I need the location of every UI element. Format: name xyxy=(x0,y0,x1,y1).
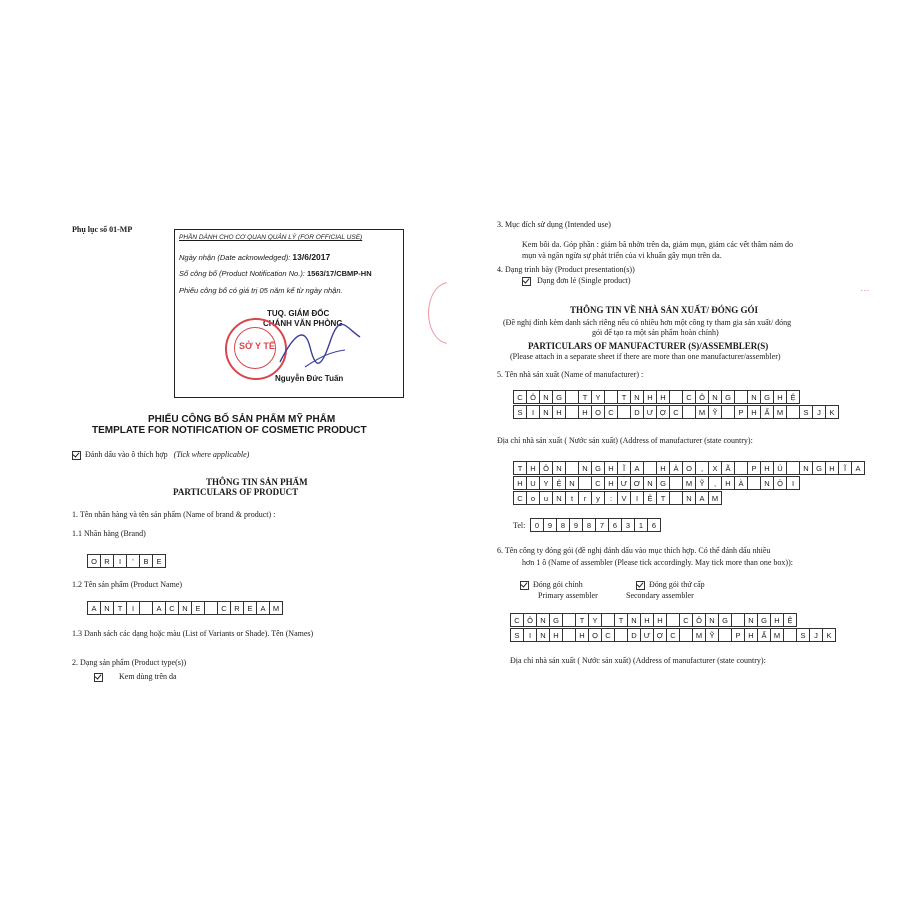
checked-box-icon xyxy=(520,581,529,590)
notification-number-row: Số công bố (Product Notification No.): 1563/17/CBMP-HN xyxy=(179,269,372,278)
grid-cell: Ú xyxy=(773,461,787,475)
grid-cell xyxy=(734,461,748,475)
grid-cell: C xyxy=(604,405,618,419)
section-note-2: gói để tạo ra một sản phẩm hoàn chỉnh) xyxy=(592,328,719,337)
grid-cell: Ô xyxy=(526,390,540,404)
grid-cell: Ư xyxy=(643,405,657,419)
signature-icon xyxy=(275,322,365,377)
assembler-address-label: Địa chỉ nhà sản xuất ( Nước sản xuất) (Address of manufacturer (state country): xyxy=(510,656,766,665)
grid-cell: H xyxy=(760,461,774,475)
grid-cell: 6 xyxy=(647,518,661,532)
item-3: 3. Mục đích sử dụng (Intended use) xyxy=(497,220,611,229)
item-1-2: 1.2 Tên sản phẩm (Product Name) xyxy=(72,580,183,589)
grid-cell xyxy=(601,613,615,627)
address-grid-row-1 xyxy=(513,461,865,475)
grid-cell: Ư xyxy=(640,628,654,642)
grid-cell: T xyxy=(113,601,127,615)
grid-cell: T xyxy=(617,390,631,404)
grid-cell: C xyxy=(217,601,231,615)
grid-cell: O xyxy=(87,554,101,568)
grid-cell: N xyxy=(744,613,758,627)
grid-cell: , xyxy=(708,476,722,490)
grid-cell: N xyxy=(552,491,566,505)
signer-name: Nguyễn Đức Tuấn xyxy=(275,374,344,383)
grid-cell: 3 xyxy=(621,518,635,532)
grid-cell xyxy=(786,405,800,419)
grid-cell xyxy=(786,461,800,475)
grid-cell: H xyxy=(604,461,618,475)
section-product-vi: THÔNG TIN SẢN PHẨM xyxy=(206,477,308,487)
address-grid-row-2 xyxy=(513,476,800,490)
grid-cell: Ỹ xyxy=(705,628,719,642)
grid-cell: H xyxy=(773,390,787,404)
grid-cell: N xyxy=(708,390,722,404)
grid-cell: y xyxy=(591,491,605,505)
grid-cell: H xyxy=(604,476,618,490)
grid-cell: R xyxy=(100,554,114,568)
grid-cell: Y xyxy=(591,390,605,404)
item-3-text-1: Kem bôi da. Góp phần : giảm bã nhờn trên da, giảm mụn, giảm các vết thâm nám do xyxy=(522,240,794,249)
grid-cell: T xyxy=(656,491,670,505)
grid-cell: G xyxy=(656,476,670,490)
grid-cell: N xyxy=(578,461,592,475)
grid-cell xyxy=(562,628,576,642)
manufacturer-grid-row-1 xyxy=(513,390,800,404)
grid-cell xyxy=(734,390,748,404)
grid-cell: H xyxy=(656,390,670,404)
grid-cell: M xyxy=(269,601,283,615)
grid-cell: I xyxy=(126,601,140,615)
grid-cell: 8 xyxy=(556,518,570,532)
notification-number-value: 1563/17/CBMP-HN xyxy=(307,269,372,278)
grid-cell: S xyxy=(510,628,524,642)
grid-cell: N xyxy=(747,390,761,404)
assembler-grid-row-1 xyxy=(510,613,797,627)
tick-note: Đánh dấu vào ô thích hợp (Tick where applicable) xyxy=(72,450,249,460)
grid-cell xyxy=(669,491,683,505)
section-product-en: PARTICULARS OF PRODUCT xyxy=(173,487,299,497)
grid-cell: C xyxy=(679,613,693,627)
grid-cell: N xyxy=(799,461,813,475)
grid-cell xyxy=(731,613,745,627)
grid-cell: H xyxy=(770,613,784,627)
grid-cell: M xyxy=(708,491,722,505)
grid-cell: P xyxy=(734,405,748,419)
title-vi: PHIẾU CÔNG BỐ SẢN PHẨM MỸ PHẨM xyxy=(148,414,336,425)
grid-cell: N xyxy=(536,613,550,627)
grid-cell: A xyxy=(630,461,644,475)
grid-cell xyxy=(718,628,732,642)
section-manufacturer-vi: THÔNG TIN VỀ NHÀ SẢN XUẤT/ ĐÓNG GÓI xyxy=(570,305,758,315)
grid-cell: Ô xyxy=(695,390,709,404)
grid-cell: K xyxy=(825,405,839,419)
grid-cell: H xyxy=(653,613,667,627)
grid-cell: Ộ xyxy=(773,476,787,490)
assembler-grid-row-2 xyxy=(510,628,836,642)
official-box-header: PHẦN DÀNH CHO CƠ QUAN QUẢN LÝ (FOR OFFICIAL USE) xyxy=(179,234,363,241)
grid-cell xyxy=(669,476,683,490)
section-note-1: (Đề nghị đính kèm danh sách riêng nếu có nhiều hơn một công ty tham gia sản xuất/ đóng xyxy=(503,318,792,327)
grid-cell: I xyxy=(523,628,537,642)
grid-cell: 9 xyxy=(543,518,557,532)
official-use-box xyxy=(174,229,404,398)
signer-title-2: CHÁNH VĂN PHÒNG xyxy=(263,319,343,328)
grid-cell: S xyxy=(799,405,813,419)
grid-cell: Ơ xyxy=(630,476,644,490)
grid-cell: Ẩ xyxy=(760,405,774,419)
grid-cell: Ĩ xyxy=(617,461,631,475)
grid-cell xyxy=(614,628,628,642)
grid-cell: H xyxy=(552,405,566,419)
checked-box-icon xyxy=(636,581,645,590)
grid-cell: Ọ xyxy=(591,405,605,419)
grid-cell: C xyxy=(165,601,179,615)
grid-cell xyxy=(617,405,631,419)
grid-cell: Ợ xyxy=(653,628,667,642)
tel-label: Tel: xyxy=(513,521,526,530)
grid-cell: G xyxy=(718,613,732,627)
grid-cell: u xyxy=(539,491,553,505)
grid-cell xyxy=(565,405,579,419)
grid-cell: O xyxy=(682,461,696,475)
grid-cell: A xyxy=(851,461,865,475)
grid-cell: C xyxy=(601,628,615,642)
address-label: Địa chỉ nhà sản xuất ( Nước sản xuất) (Address of manufacturer (state country): xyxy=(497,436,753,445)
grid-cell: I xyxy=(526,405,540,419)
grid-cell: N xyxy=(539,405,553,419)
grid-cell: M xyxy=(692,628,706,642)
grid-cell: I xyxy=(786,476,800,490)
grid-cell: H xyxy=(549,628,563,642)
grid-cell: Ợ xyxy=(656,405,670,419)
tel-grid xyxy=(530,518,661,532)
grid-cell: X xyxy=(708,461,722,475)
grid-cell xyxy=(747,476,761,490)
grid-cell: Ọ xyxy=(588,628,602,642)
grid-cell: N xyxy=(643,476,657,490)
grid-cell: U xyxy=(526,476,540,490)
grid-cell: Ỹ xyxy=(708,405,722,419)
item-6-line-2: hơn 1 ô (Name of assembler (Please tick accordingly. May tick more than one box)): xyxy=(522,558,793,567)
brand-grid xyxy=(87,554,166,568)
grid-cell: , xyxy=(695,461,709,475)
grid-cell: 8 xyxy=(582,518,596,532)
grid-cell: H xyxy=(721,476,735,490)
option-primary-en: Primary assembler xyxy=(538,591,598,600)
grid-cell: À xyxy=(734,476,748,490)
grid-cell: V xyxy=(617,491,631,505)
grid-cell: C xyxy=(510,613,524,627)
grid-cell: N xyxy=(565,476,579,490)
item-1-1: 1.1 Nhãn hàng (Brand) xyxy=(72,529,146,538)
section-en-note: (Please attach in a separate sheet if there are more than one manufacturer/assembler) xyxy=(510,352,781,361)
item-4: 4. Dạng trình bày (Product presentation(s)) xyxy=(497,265,635,274)
grid-cell: E xyxy=(152,554,166,568)
address-grid-row-3 xyxy=(513,491,722,505)
grid-cell: C xyxy=(666,628,680,642)
grid-cell: Ẩ xyxy=(757,628,771,642)
grid-cell xyxy=(669,390,683,404)
item-6-line-1: 6. Tên công ty đóng gói (đề nghị đánh dấu vào mục thích hợp. Có thể đánh dấu nhiều xyxy=(497,546,771,555)
grid-cell: M xyxy=(770,628,784,642)
grid-cell: H xyxy=(643,390,657,404)
grid-cell: M xyxy=(682,476,696,490)
grid-cell: 7 xyxy=(595,518,609,532)
grid-cell: C xyxy=(591,476,605,490)
grid-cell: Ĩ xyxy=(838,461,852,475)
grid-cell: A xyxy=(152,601,166,615)
grid-cell: 6 xyxy=(608,518,622,532)
item-4-option: Dạng đơn lẻ (Single product) xyxy=(522,276,631,286)
item-1: 1. Tên nhãn hàng và tên sản phẩm (Name of brand & product) : xyxy=(72,510,276,519)
grid-cell: J xyxy=(809,628,823,642)
grid-cell: t xyxy=(565,491,579,505)
grid-cell: N xyxy=(178,601,192,615)
grid-cell: P xyxy=(747,461,761,475)
grid-cell xyxy=(565,390,579,404)
grid-cell: N xyxy=(552,461,566,475)
grid-cell: G xyxy=(721,390,735,404)
grid-cell: A xyxy=(256,601,270,615)
manufacturer-grid-row-2 xyxy=(513,405,839,419)
checked-box-icon xyxy=(522,277,531,286)
grid-cell: Ô xyxy=(692,613,706,627)
grid-cell xyxy=(721,405,735,419)
grid-cell: Ệ xyxy=(783,613,797,627)
grid-cell: : xyxy=(604,491,618,505)
item-5: 5. Tên nhà sản xuất (Name of manufacturer) : xyxy=(497,370,644,379)
grid-cell: C xyxy=(513,491,527,505)
grid-cell: G xyxy=(549,613,563,627)
grid-cell: À xyxy=(669,461,683,475)
grid-cell xyxy=(578,476,592,490)
grid-cell: Y xyxy=(588,613,602,627)
grid-cell: T xyxy=(578,390,592,404)
grid-cell: A xyxy=(87,601,101,615)
grid-cell: Ô xyxy=(523,613,537,627)
product-name-grid xyxy=(87,601,283,615)
grid-cell: Ệ xyxy=(552,476,566,490)
grid-cell: N xyxy=(760,476,774,490)
grid-cell: Ã xyxy=(721,461,735,475)
grid-cell: N xyxy=(100,601,114,615)
grid-cell: 0 xyxy=(530,518,544,532)
grid-cell xyxy=(604,390,618,404)
grid-cell: G xyxy=(591,461,605,475)
grid-cell xyxy=(666,613,680,627)
grid-cell: Ệ xyxy=(643,491,657,505)
option-primary-assembler: Đóng gói chính xyxy=(520,580,583,590)
grid-cell: N xyxy=(630,390,644,404)
grid-cell: G xyxy=(757,613,771,627)
grid-cell: H xyxy=(744,628,758,642)
grid-cell: Ô xyxy=(539,461,553,475)
grid-cell: ' xyxy=(126,554,140,568)
item-2: 2. Dạng sản phẩm (Product type(s)) xyxy=(72,658,187,667)
grid-cell xyxy=(783,628,797,642)
grid-cell: P xyxy=(731,628,745,642)
grid-cell: H xyxy=(747,405,761,419)
checked-box-icon xyxy=(72,451,81,460)
grid-cell: Ệ xyxy=(786,390,800,404)
grid-cell: T xyxy=(575,613,589,627)
grid-cell: H xyxy=(575,628,589,642)
grid-cell: N xyxy=(536,628,550,642)
grid-cell xyxy=(679,628,693,642)
item-1-3: 1.3 Danh sách các dạng hoặc màu (List of Variants or Shade). Tên (Names) xyxy=(72,629,314,638)
grid-cell xyxy=(562,613,576,627)
grid-cell: T xyxy=(614,613,628,627)
grid-cell: Ư xyxy=(617,476,631,490)
grid-cell: H xyxy=(526,461,540,475)
grid-cell: S xyxy=(513,405,527,419)
grid-cell: K xyxy=(822,628,836,642)
grid-cell: E xyxy=(191,601,205,615)
validity-note: Phiếu công bố có giá trị 05 năm kể từ ngày nhận. xyxy=(179,286,343,295)
grid-cell: C xyxy=(682,390,696,404)
section-manufacturer-en: PARTICULARS OF MANUFACTURER (S)/ASSEMBLER(S) xyxy=(528,341,769,351)
grid-cell: I xyxy=(113,554,127,568)
item-3-text-2: mụn và ngăn ngừa sự phát triển của vi khuẩn gây mụn trên da. xyxy=(522,251,722,260)
grid-cell: N xyxy=(539,390,553,404)
grid-cell: R xyxy=(230,601,244,615)
grid-cell: Y xyxy=(539,476,553,490)
grid-cell: C xyxy=(669,405,683,419)
grid-cell xyxy=(565,461,579,475)
edge-stamp-mark-icon: ⋮ xyxy=(860,286,870,295)
grid-cell: H xyxy=(578,405,592,419)
grid-cell xyxy=(139,601,153,615)
checked-box-icon xyxy=(94,673,103,682)
grid-cell: N xyxy=(627,613,641,627)
grid-cell: D xyxy=(627,628,641,642)
stamp-text: SỞ Y TẾ xyxy=(239,341,275,351)
grid-cell: C xyxy=(513,390,527,404)
grid-cell: M xyxy=(695,405,709,419)
grid-cell: S xyxy=(796,628,810,642)
signer-title-1: TUQ. GIÁM ĐỐC xyxy=(267,309,330,318)
grid-cell: H xyxy=(825,461,839,475)
grid-cell: 9 xyxy=(569,518,583,532)
grid-cell xyxy=(682,405,696,419)
title-en: TEMPLATE FOR NOTIFICATION OF COSMETIC PRODUCT xyxy=(92,425,367,436)
grid-cell: N xyxy=(705,613,719,627)
date-acknowledged-value: 13/6/2017 xyxy=(292,252,331,262)
grid-cell: I xyxy=(630,491,644,505)
grid-cell: H xyxy=(513,476,527,490)
seal-fragment-icon xyxy=(428,282,470,344)
grid-cell: G xyxy=(552,390,566,404)
appendix-label: Phụ lục số 01-MP xyxy=(72,225,133,234)
grid-cell xyxy=(643,461,657,475)
grid-cell: B xyxy=(139,554,153,568)
grid-cell: Ỹ xyxy=(695,476,709,490)
grid-cell: N xyxy=(682,491,696,505)
grid-cell: A xyxy=(695,491,709,505)
grid-cell: J xyxy=(812,405,826,419)
grid-cell: T xyxy=(513,461,527,475)
grid-cell: H xyxy=(656,461,670,475)
grid-cell: D xyxy=(630,405,644,419)
grid-cell: G xyxy=(760,390,774,404)
grid-cell: E xyxy=(243,601,257,615)
option-secondary-assembler: Đóng gói thứ cấp xyxy=(636,580,705,590)
grid-cell: G xyxy=(812,461,826,475)
grid-cell: 1 xyxy=(634,518,648,532)
grid-cell: M xyxy=(773,405,787,419)
grid-cell: r xyxy=(578,491,592,505)
date-acknowledged-row: Ngày nhận (Date acknowledged): 13/6/2017 xyxy=(179,252,331,262)
grid-cell: o xyxy=(526,491,540,505)
option-secondary-en: Secondary assembler xyxy=(626,591,694,600)
item-2-option: Kem dùng trên da xyxy=(94,672,177,682)
grid-cell: H xyxy=(640,613,654,627)
grid-cell xyxy=(204,601,218,615)
